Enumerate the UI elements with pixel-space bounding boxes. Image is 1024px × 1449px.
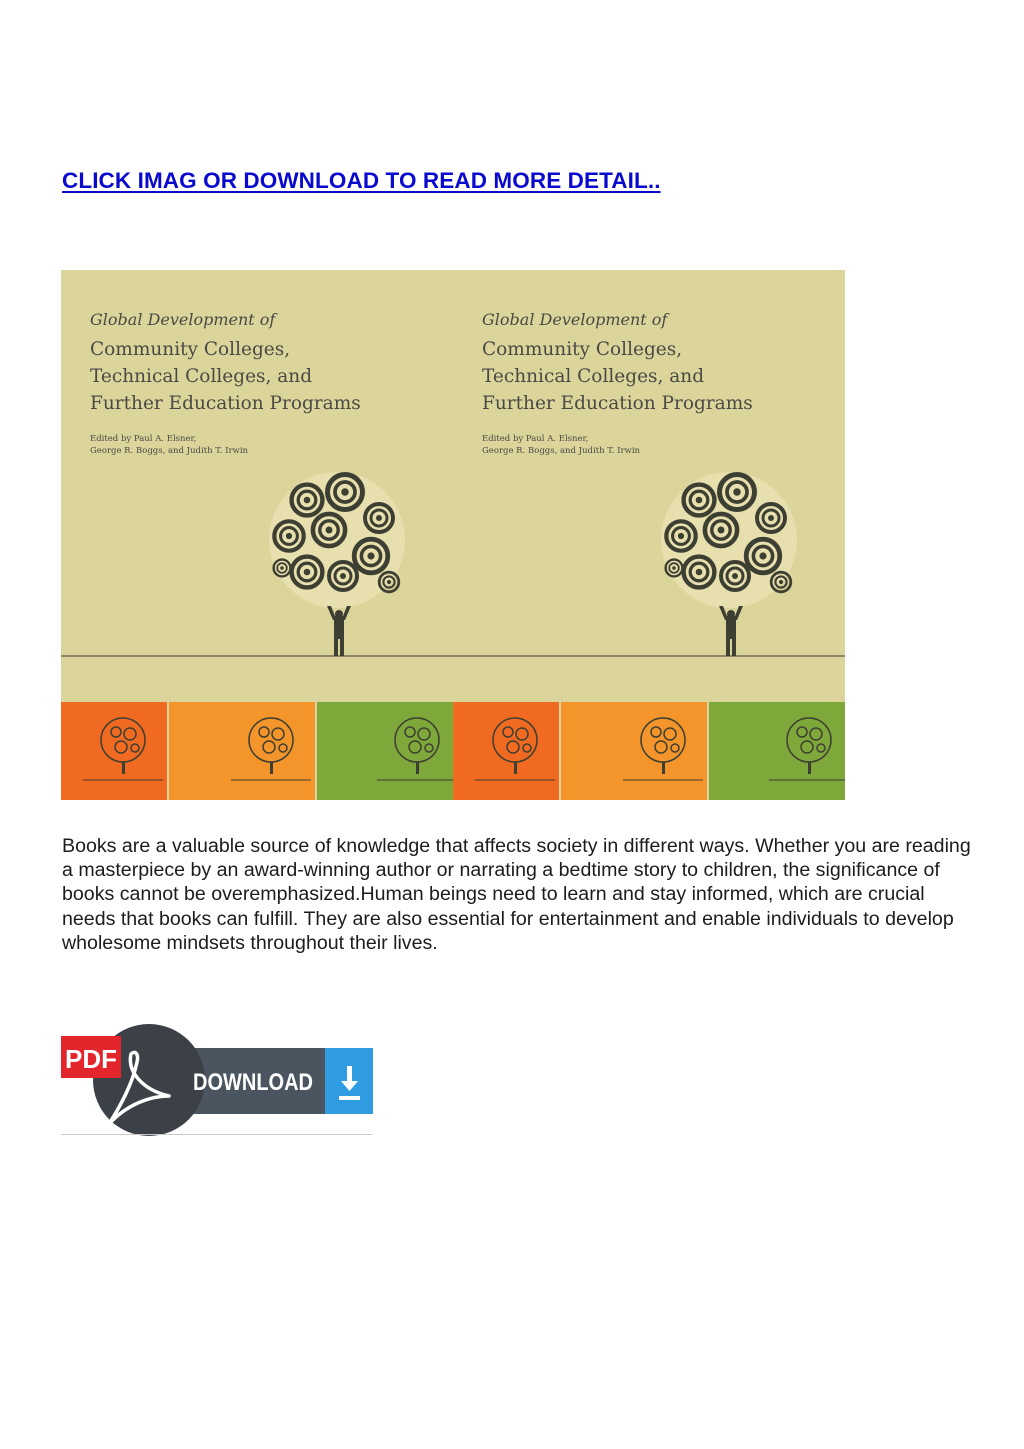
cover-subtitle: Global Development of	[90, 310, 276, 329]
cover-title-line-2: Technical Colleges, and	[90, 366, 313, 387]
cover-title-block	[90, 310, 450, 457]
read-more-link[interactable]: CLICK IMAG OR DOWNLOAD TO READ MORE DETAIL..	[62, 168, 661, 193]
book-cover-right	[453, 270, 845, 800]
download-divider	[61, 1134, 372, 1135]
cover-subtitle: Global Development of	[482, 310, 668, 329]
cover-title-line-3: Further Education Programs	[90, 393, 361, 414]
pdf-badge	[61, 1036, 121, 1078]
cover-title-line-1: Community Colleges,	[482, 339, 683, 360]
cover-title-block	[482, 310, 842, 457]
cover-editors-line-1: Edited by Paul A. Elsner,	[482, 434, 589, 444]
download-label: DOWNLOAD	[193, 1069, 313, 1096]
book-cover-image[interactable]	[61, 270, 845, 800]
pdf-download-button[interactable]	[61, 1024, 373, 1136]
book-description: Books are a valuable source of knowledge that affects society in different ways. Whether you are reading a masterpiece by an award-winning author or narrating a bedtime story to children, the significance of books cannot be overemphasized.Human beings need to learn and stay informed, which are crucial needs that books can fulfill. They are also essential for entertainment and enable individuals to develop wholesome mindsets throughout their lives.	[62, 835, 971, 954]
pdf-badge-label: PDF	[65, 1044, 117, 1074]
cover-title-line-3: Further Education Programs	[482, 393, 753, 414]
cover-title-line-2: Technical Colleges, and	[482, 366, 705, 387]
cover-editors-line-2: George R. Boggs, and Judith T. Irwin	[482, 446, 641, 456]
cover-title-line-1: Community Colleges,	[90, 339, 291, 360]
cover-editors-line-2: George R. Boggs, and Judith T. Irwin	[90, 446, 249, 456]
book-cover-left	[61, 270, 453, 800]
cover-editors-line-1: Edited by Paul A. Elsner,	[90, 434, 197, 444]
